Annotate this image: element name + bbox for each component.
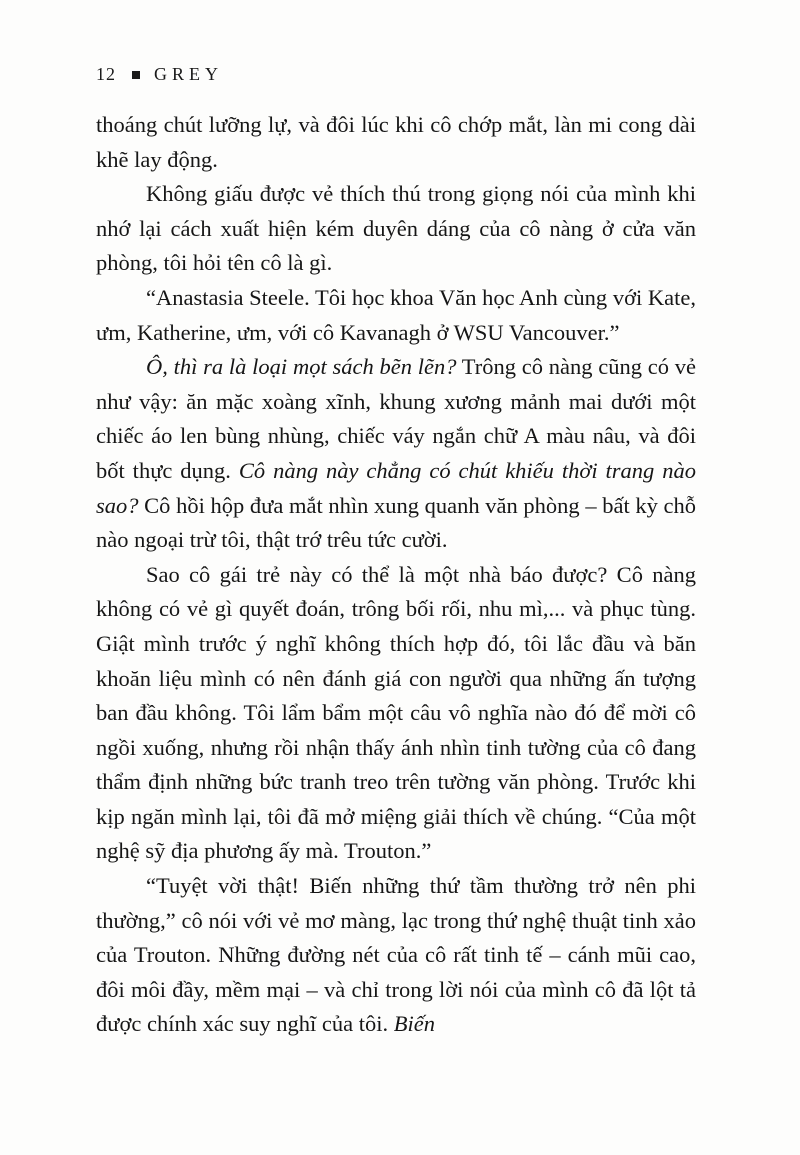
text-segment: “Tuyệt vời thật! Biến những thứ tầm thường trở nên phi thường,” cô nói với vẻ mơ màng, lạc trong thứ nghệ thuật tinh xảo của Trouton. Những đường nét của cô rất tinh tế – cánh mũi cao, đôi môi đầy, mềm mại – và chỉ trong lời nói của mình cô đã lột tả được chính xác suy nghĩ của tôi. xyxy=(96,873,696,1037)
italic-thought: Ô, thì ra là loại mọt sách bẽn lẽn? xyxy=(146,354,457,380)
text-segment: thoáng chút lưỡng lự, và đôi lúc khi cô chớp mắt, làn mi cong dài khẽ lay động. xyxy=(96,112,696,172)
text-segment: Không giấu được vẻ thích thú trong giọng nói của mình khi nhớ lại cách xuất hiện kém duyên dáng của cô nàng ở cửa văn phòng, tôi hỏi tên cô là gì. xyxy=(96,181,696,276)
paragraph xyxy=(96,558,696,869)
square-bullet-icon xyxy=(132,71,140,79)
italic-thought: Cô nàng này chẳng có chút khiếu thời trang nào sao? xyxy=(96,457,696,518)
running-head xyxy=(96,64,223,85)
paragraph xyxy=(96,281,696,350)
text-segment: Cô hồi hộp đưa mắt nhìn xung quanh văn phòng – bất kỳ chỗ nào ngoại trừ tôi, thật trớ trêu tức cười. xyxy=(96,492,696,553)
page-number: 12 xyxy=(96,64,116,84)
text-segment: “Anastasia Steele. Tôi học khoa Văn học Anh cùng với Kate, ưm, Katherine, ưm, với cô Kavanagh ở WSU Vancouver.” xyxy=(96,284,696,345)
paragraph xyxy=(96,869,696,1042)
text-segment: Sao cô gái trẻ này có thể là một nhà báo được? Cô nàng không có vẻ gì quyết đoán, trông bối rối, nhu mì,... và phục tùng. Giật mình trước ý nghĩ không thích hợp đó, tôi lắc đầu và băn khoăn liệu mình có nên đánh giá con người qua những ấn tượng ban đầu không. Tôi lẩm bẩm một câu vô nghĩa nào đó để mời cô ngồi xuống, nhưng rồi nhận thấy ánh nhìn tinh tường của cô đang thẩm định những bức tranh treo trên tường văn phòng. Trước khi kịp ngăn mình lại, tôi đã mở miệng giải thích về chúng. “Của một nghệ sỹ địa phương ấy mà. Trouton.” xyxy=(96,561,696,864)
paragraph xyxy=(96,177,696,281)
paragraph xyxy=(96,108,696,177)
body-text xyxy=(96,108,696,1042)
text-segment: Trông cô nàng cũng có vẻ như vậy: ăn mặc xoàng xĩnh, khung xương mảnh mai dưới một chiếc áo len bùng nhùng, chiếc váy ngắn chữ A màu nâu, và đôi bốt thực dụng. xyxy=(96,354,696,483)
book-title: GREY xyxy=(154,64,223,84)
italic-thought: Biến xyxy=(393,1011,436,1037)
paragraph xyxy=(96,350,696,558)
